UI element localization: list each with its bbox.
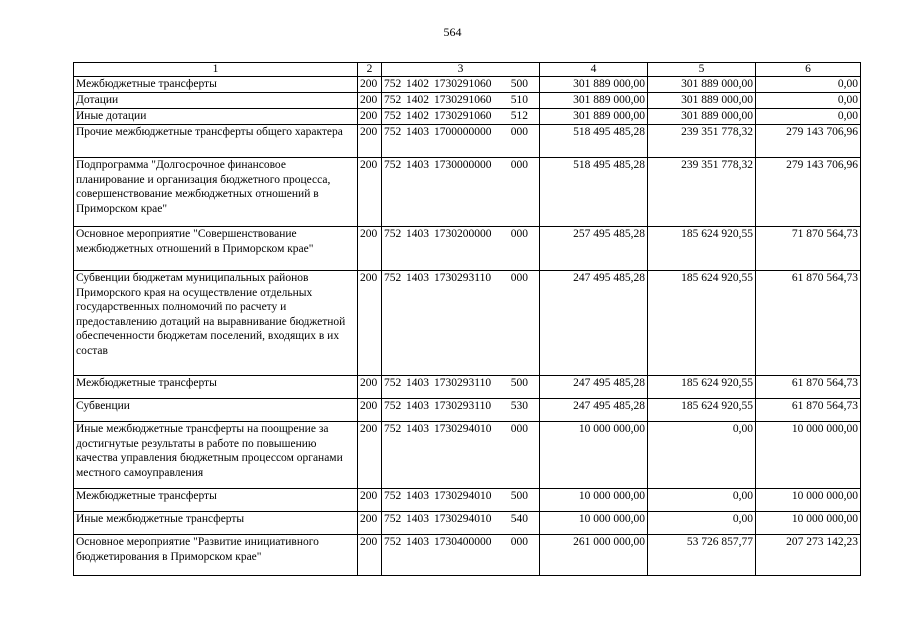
- header-cell: 1: [74, 63, 358, 77]
- target-article-code: 1730200000: [434, 228, 492, 240]
- budget-codes: [382, 93, 540, 109]
- amount-col6: 71 870 564,73: [756, 227, 861, 271]
- row-name: Основное мероприятие "Развитие инициативного бюджетирования в Приморском крае": [74, 535, 358, 576]
- target-article-code: 1700000000: [434, 126, 492, 138]
- amount-col5: 0,00: [648, 512, 756, 535]
- budget-codes: [382, 489, 540, 512]
- amount-col6: 207 273 142,23: [756, 535, 861, 576]
- col2-code: 200: [358, 227, 382, 271]
- section-code: 1403: [406, 400, 429, 412]
- amount-col5: 239 351 778,32: [648, 125, 756, 158]
- grbs-code: 752: [384, 513, 402, 525]
- section-code: 1403: [406, 536, 429, 548]
- section-code: 1403: [406, 513, 429, 525]
- table-header: [74, 63, 861, 77]
- table-row: [74, 227, 861, 271]
- target-article-code: 1730294010: [434, 423, 492, 435]
- col2-code: 200: [358, 109, 382, 125]
- expense-type-code: 500: [510, 78, 528, 90]
- amount-col4: 301 889 000,00: [540, 77, 648, 93]
- amount-col5: 0,00: [648, 422, 756, 489]
- section-code: 1403: [406, 377, 429, 389]
- section-code: 1402: [406, 110, 429, 122]
- row-name: Межбюджетные трансферты: [74, 376, 358, 399]
- col2-code: 200: [358, 512, 382, 535]
- grbs-code: 752: [384, 126, 402, 138]
- section-code: 1403: [406, 272, 429, 284]
- row-name: Межбюджетные трансферты: [74, 77, 358, 93]
- row-name: Субвенции бюджетам муниципальных районов Приморского края на осуществление отдельных государственных полномочий по расчету и предоставлению дотаций на выравнивание бюджетной обеспеченности бюджетам поселений, входящих в их состав: [74, 271, 358, 376]
- col2-code: 200: [358, 77, 382, 93]
- header-cell: 4: [540, 63, 648, 77]
- section-code: 1403: [406, 126, 429, 138]
- budget-codes: [382, 512, 540, 535]
- amount-col4: 247 495 485,28: [540, 399, 648, 422]
- target-article-code: 1730291060: [434, 94, 492, 106]
- amount-col4: 247 495 485,28: [540, 376, 648, 399]
- amount-col6: 0,00: [756, 77, 861, 93]
- amount-col4: 518 495 485,28: [540, 125, 648, 158]
- grbs-code: 752: [384, 377, 402, 389]
- budget-codes: [382, 422, 540, 489]
- budget-codes: [382, 399, 540, 422]
- amount-col6: 10 000 000,00: [756, 489, 861, 512]
- grbs-code: 752: [384, 490, 402, 502]
- amount-col5: 301 889 000,00: [648, 109, 756, 125]
- amount-col6: 61 870 564,73: [756, 271, 861, 376]
- table-row: [74, 422, 861, 489]
- expense-type-code: 500: [510, 377, 528, 389]
- target-article-code: 1730293110: [434, 377, 492, 389]
- amount-col5: 185 624 920,55: [648, 227, 756, 271]
- table-row: [74, 535, 861, 576]
- budget-codes: [382, 227, 540, 271]
- amount-col4: 10 000 000,00: [540, 489, 648, 512]
- amount-col4: 301 889 000,00: [540, 93, 648, 109]
- row-name: Межбюджетные трансферты: [74, 489, 358, 512]
- amount-col6: 0,00: [756, 93, 861, 109]
- col2-code: 200: [358, 422, 382, 489]
- col2-code: 200: [358, 93, 382, 109]
- target-article-code: 1730000000: [434, 159, 492, 171]
- table-row: [74, 512, 861, 535]
- grbs-code: 752: [384, 272, 402, 284]
- amount-col6: 0,00: [756, 109, 861, 125]
- table-row: [74, 125, 861, 158]
- section-code: 1402: [406, 78, 429, 90]
- expense-type-code: 510: [510, 94, 528, 106]
- row-name: Дотации: [74, 93, 358, 109]
- section-code: 1403: [406, 490, 429, 502]
- expense-type-code: 000: [510, 126, 528, 138]
- amount-col6: 279 143 706,96: [756, 125, 861, 158]
- amount-col4: 10 000 000,00: [540, 422, 648, 489]
- target-article-code: 1730291060: [434, 78, 492, 90]
- amount-col6: 61 870 564,73: [756, 399, 861, 422]
- header-cell: 2: [358, 63, 382, 77]
- expense-type-code: 500: [510, 490, 528, 502]
- amount-col6: 10 000 000,00: [756, 512, 861, 535]
- budget-codes: [382, 109, 540, 125]
- table-row: [74, 399, 861, 422]
- grbs-code: 752: [384, 536, 402, 548]
- page-number: 564: [443, 25, 462, 39]
- table-row: [74, 271, 861, 376]
- col2-code: 200: [358, 271, 382, 376]
- amount-col4: 10 000 000,00: [540, 512, 648, 535]
- amount-col4: 261 000 000,00: [540, 535, 648, 576]
- amount-col4: 257 495 485,28: [540, 227, 648, 271]
- amount-col6: 61 870 564,73: [756, 376, 861, 399]
- col2-code: 200: [358, 535, 382, 576]
- target-article-code: 1730294010: [434, 490, 492, 502]
- row-name: Иные межбюджетные трансферты: [74, 512, 358, 535]
- grbs-code: 752: [384, 228, 402, 240]
- row-name: Субвенции: [74, 399, 358, 422]
- row-name: Иные дотации: [74, 109, 358, 125]
- expense-type-code: 512: [510, 110, 528, 122]
- row-name: Основное мероприятие "Совершенствование межбюджетных отношений в Приморском крае": [74, 227, 358, 271]
- expense-type-code: 000: [510, 159, 528, 171]
- budget-codes: [382, 271, 540, 376]
- target-article-code: 1730291060: [434, 110, 492, 122]
- budget-codes: [382, 158, 540, 227]
- table-row: [74, 109, 861, 125]
- grbs-code: 752: [384, 94, 402, 106]
- section-code: 1403: [406, 228, 429, 240]
- table-row: [74, 93, 861, 109]
- target-article-code: 1730294010: [434, 513, 492, 525]
- row-name: Иные межбюджетные трансферты на поощрение за достигнутые результаты в работе по повышению качества управления бюджетным процессом органами местного самоуправления: [74, 422, 358, 489]
- amount-col5: 185 624 920,55: [648, 271, 756, 376]
- amount-col6: 279 143 706,96: [756, 158, 861, 227]
- budget-codes: [382, 77, 540, 93]
- amount-col6: 10 000 000,00: [756, 422, 861, 489]
- amount-col4: 301 889 000,00: [540, 109, 648, 125]
- grbs-code: 752: [384, 78, 402, 90]
- amount-col5: 301 889 000,00: [648, 93, 756, 109]
- expense-type-code: 000: [510, 536, 528, 548]
- table-row: [74, 489, 861, 512]
- amount-col4: 518 495 485,28: [540, 158, 648, 227]
- section-code: 1402: [406, 94, 429, 106]
- budget-codes: [382, 376, 540, 399]
- target-article-code: 1730293110: [434, 400, 492, 412]
- col2-code: 200: [358, 376, 382, 399]
- row-name: Подпрограмма "Долгосрочное финансовое планирование и организация бюджетного процесса, совершенствование межбюджетных отношений в Приморском крае": [74, 158, 358, 227]
- table-row: [74, 77, 861, 93]
- amount-col5: 301 889 000,00: [648, 77, 756, 93]
- amount-col5: 185 624 920,55: [648, 399, 756, 422]
- section-code: 1403: [406, 159, 429, 171]
- budget-codes: [382, 125, 540, 158]
- row-name: Прочие межбюджетные трансферты общего характера: [74, 125, 358, 158]
- target-article-code: 1730293110: [434, 272, 492, 284]
- expense-type-code: 000: [510, 228, 528, 240]
- table-body: [74, 77, 861, 576]
- header-cell: 5: [648, 63, 756, 77]
- table-row: [74, 158, 861, 227]
- expense-type-code: 540: [510, 513, 528, 525]
- col2-code: 200: [358, 158, 382, 227]
- header-cell: 3: [382, 63, 540, 77]
- amount-col4: 247 495 485,28: [540, 271, 648, 376]
- grbs-code: 752: [384, 423, 402, 435]
- amount-col5: 53 726 857,77: [648, 535, 756, 576]
- amount-col5: 0,00: [648, 489, 756, 512]
- grbs-code: 752: [384, 400, 402, 412]
- table-row: [74, 376, 861, 399]
- col2-code: 200: [358, 125, 382, 158]
- expense-type-code: 000: [510, 272, 528, 284]
- col2-code: 200: [358, 489, 382, 512]
- section-code: 1403: [406, 423, 429, 435]
- header-cell: 6: [756, 63, 861, 77]
- expense-type-code: 000: [510, 423, 528, 435]
- amount-col5: 239 351 778,32: [648, 158, 756, 227]
- target-article-code: 1730400000: [434, 536, 492, 548]
- grbs-code: 752: [384, 159, 402, 171]
- col2-code: 200: [358, 399, 382, 422]
- budget-codes: [382, 535, 540, 576]
- grbs-code: 752: [384, 110, 402, 122]
- budget-table: [73, 62, 861, 576]
- expense-type-code: 530: [510, 400, 528, 412]
- amount-col5: 185 624 920,55: [648, 376, 756, 399]
